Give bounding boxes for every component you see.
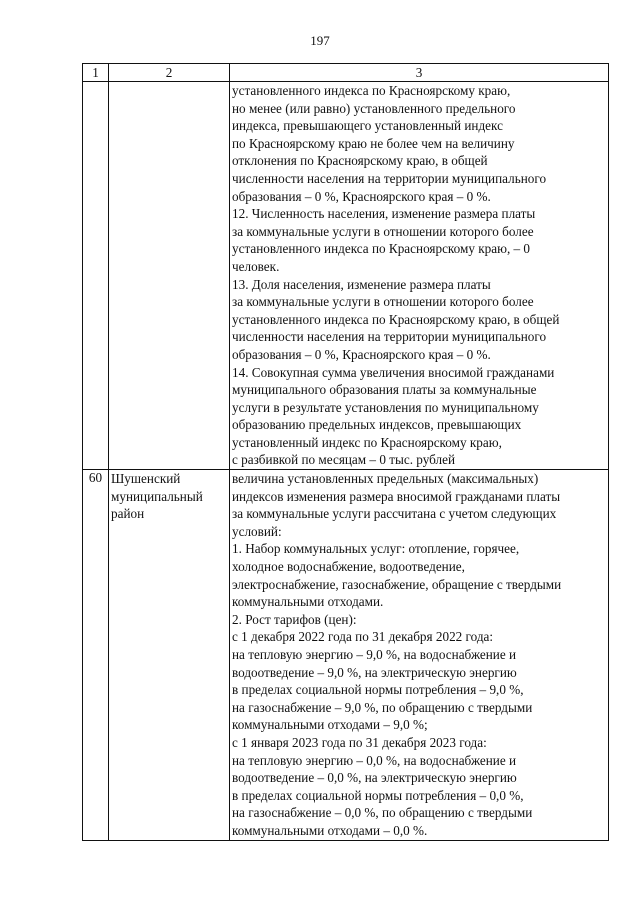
text-line: коммунальными отходами.: [232, 594, 384, 610]
municipality-name-cell: [109, 470, 230, 840]
column-header-2: 2: [109, 64, 230, 82]
text-line: по Красноярскому краю не более чем на величину: [232, 135, 515, 151]
text-line: индексов изменения размера вносимой гражданами платы: [232, 488, 561, 504]
text-line: величина установленных предельных (максимальных): [232, 471, 539, 487]
text-line: холодное водоснабжение, водоотведение,: [232, 559, 465, 575]
text-line: на газоснабжение – 9,0 %, по обращению с твердыми: [232, 699, 533, 715]
table-row: [83, 470, 609, 840]
column-header-1: 1: [83, 64, 109, 82]
text-line: муниципального образования платы за коммунальные: [232, 382, 537, 398]
text-line: с разбивкой по месяцам – 0 тыс. рублей: [232, 452, 455, 468]
text-line: установленного индекса по Красноярскому краю,: [232, 83, 511, 98]
municipality-name-line: Шушенский: [111, 471, 181, 487]
text-line: 2. Рост тарифов (цен):: [232, 611, 357, 627]
text-line: с 1 января 2023 года по 31 декабря 2023 года:: [232, 734, 487, 750]
text-line: за коммунальные услуги в отношении которого более: [232, 294, 534, 310]
text-line: отклонения по Красноярскому краю, в общей: [232, 153, 488, 169]
text-line: численности населения на территории муниципального: [232, 170, 547, 186]
text-line: на газоснабжение – 0,0 %, по обращению с твердыми: [232, 805, 533, 821]
text-line: численности населения на территории муниципального: [232, 329, 547, 345]
text-line: электроснабжение, газоснабжение, обращение с твердыми: [232, 576, 562, 592]
text-line: установленный индекс по Красноярскому краю,: [232, 434, 502, 450]
municipality-name-line: муниципальный: [111, 488, 203, 504]
column-header-3: 3: [230, 64, 609, 82]
text-line: водоотведение – 9,0 %, на электрическую энергию: [232, 664, 517, 680]
text-line: водоотведение – 0,0 %, на электрическую энергию: [232, 770, 517, 786]
municipality-name-cell: [109, 82, 230, 470]
text-line: 14. Совокупная сумма увеличения вносимой гражданами: [232, 364, 555, 380]
text-line: но менее (или равно) установленного предельного: [232, 100, 516, 116]
text-line: с 1 декабря 2022 года по 31 декабря 2022 года:: [232, 629, 494, 645]
document-table: [82, 63, 609, 841]
text-line: условий:: [232, 523, 282, 539]
text-line: коммунальными отходами – 0,0 %.: [232, 822, 428, 838]
page-number: 197: [310, 33, 330, 48]
municipality-name-line: район: [111, 506, 145, 522]
text-line: установленного индекса по Красноярскому краю, – 0: [232, 241, 531, 257]
row-number-cell: [83, 82, 109, 470]
text-line: в пределах социальной нормы потребления – 0,0 %,: [232, 787, 524, 803]
text-line: на тепловую энергию – 0,0 %, на водоснабжение и: [232, 752, 517, 768]
text-line: образования – 0 %, Красноярского края – 0 %.: [232, 188, 491, 204]
text-line: индекса, превышающего установленный индекс: [232, 118, 503, 134]
text-line: 1. Набор коммунальных услуг: отопление, горячее,: [232, 541, 520, 557]
table-header-row: [83, 64, 609, 82]
text-line: установленного индекса по Красноярскому краю, в общей: [232, 311, 560, 327]
indicator-text-cell: [230, 82, 609, 470]
text-line: услуги в результате установления по муниципальному: [232, 399, 539, 415]
text-line: образования – 0 %, Красноярского края – 0 %.: [232, 346, 491, 362]
text-line: коммунальными отходами – 9,0 %;: [232, 717, 428, 733]
text-line: 13. Доля населения, изменение размера платы: [232, 276, 491, 292]
text-line: за коммунальные услуги рассчитана с учетом следующих: [232, 506, 557, 522]
row-number-cell: 60: [83, 470, 109, 840]
text-line: образованию предельных индексов, превышающих: [232, 417, 522, 433]
indicator-text-cell: [230, 470, 609, 840]
text-line: на тепловую энергию – 9,0 %, на водоснабжение и: [232, 647, 517, 662]
text-line: 12. Численность населения, изменение размера платы: [232, 206, 536, 222]
text-line: за коммунальные услуги в отношении которого более: [232, 223, 534, 239]
text-line: человек.: [232, 258, 280, 274]
text-line: в пределах социальной нормы потребления – 9,0 %,: [232, 682, 524, 698]
table-row: [83, 82, 609, 470]
